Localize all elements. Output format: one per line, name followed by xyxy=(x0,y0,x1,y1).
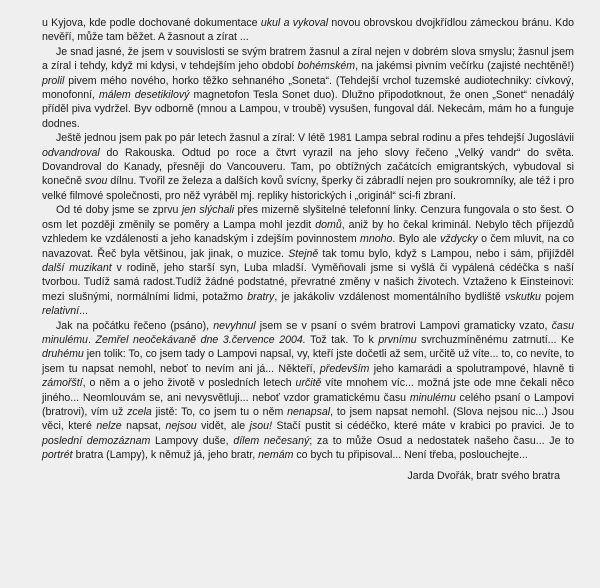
italic-text: zámořští xyxy=(42,377,83,390)
text-run: jsem se v psaní o svém bratrovi Lampovi gramaticky vzato, xyxy=(255,319,552,332)
italic-text: dílem nečesaný xyxy=(233,434,310,447)
text-run: Jak na počátku řečeno (psáno), xyxy=(56,319,214,332)
italic-text: jsou! xyxy=(249,420,273,433)
text-run: , na jakémsi pivním večírku (zajisté nechtěně!) xyxy=(355,60,575,73)
text-run: Je snad jasné, že jsem v souvislosti se svým bratrem žasnul a zíral nejen v dobrém slova smyslu; žasnul jsem a zíral i tehdy, když mi kdysi, v tehdejším jeho období xyxy=(42,45,574,73)
italic-text: především xyxy=(319,362,370,375)
italic-text: odvandroval xyxy=(42,146,100,159)
text-run: pojem xyxy=(540,290,575,303)
italic-text: domů xyxy=(315,218,342,231)
signature: Jarda Dvořák, bratr svého bratra xyxy=(407,469,560,482)
italic-text: Stejně xyxy=(288,247,319,260)
text-run: , je jakákoliv vzdálenost momentálního bydliště xyxy=(274,290,506,303)
text-run: novou obrovskou dvojkřídlou zámeckou bránu. Kdo nevěří, může tam běžet. A žasnout a zírat ... xyxy=(42,17,574,44)
text-run: svrchuzmíněnému zatrnutí... Ke xyxy=(416,333,575,346)
paragraph xyxy=(42,16,574,45)
text-run: vidět, ale xyxy=(196,420,250,433)
paragraph xyxy=(42,319,574,463)
italic-text: poslední demozáznam xyxy=(42,434,151,447)
paragraph xyxy=(42,203,574,318)
text-run: u Kyjova, kde podle dochované dokumentace xyxy=(42,17,261,29)
text-run: bratra (Lampy), k němuž já, jeho bratr, xyxy=(72,449,259,462)
text-run: jistě: To, co jsem tu o něm xyxy=(151,405,288,418)
text-run: napsat, xyxy=(121,420,166,433)
text-run: Ještě jednou jsem pak po pár letech žasnul a zíral: V létě 1981 Lampa sebral rodinu a přes tehdejší Jugoslávii xyxy=(56,132,574,145)
text-run: magnetofon Tesla Sonet duo). Dlužno připodotknout, že onen „Sonet“ nenadálý příděl piva vydržel. Byv odborně (mnou a Lampou, v troubě) vysušen, fungoval dál. Nekecám, mám ho a funguje dodnes. xyxy=(42,89,574,130)
italic-text: nejsou xyxy=(165,420,197,433)
text-run: ... xyxy=(79,305,88,318)
italic-text: málem desetikilový xyxy=(98,89,190,102)
italic-text: bohémském xyxy=(297,60,356,73)
text-run: Stačí pustit si cédéčko, které máte v krabici po pravici. Je to xyxy=(272,420,574,433)
text-run: Od té doby jsme se zprvu xyxy=(56,204,182,217)
italic-text: druhému xyxy=(42,348,84,361)
paragraph xyxy=(42,45,574,131)
text-run: celého psaní o Lampovi (bratrovi), vím už xyxy=(42,391,574,418)
italic-text: bratry xyxy=(247,290,275,303)
text-run: o čem mluvit, na co navazovat. Řeč byla většinou, jak jinak, o muzice. xyxy=(42,233,574,260)
text-run: . Bylo ale xyxy=(392,233,441,246)
text-run: Lampovy duše, xyxy=(150,434,234,447)
italic-text: nenapsal xyxy=(287,405,331,418)
italic-text: nemám xyxy=(258,449,294,462)
italic-text: nevyhnul xyxy=(213,319,256,332)
italic-text: vždycky xyxy=(440,233,478,246)
text-run: , aniž by ho čekal kriminál. Nebylo těch příjezdů vzhledem ke vzdálenosti a jeho kanadským i zdejším povinnostem xyxy=(42,218,574,246)
italic-text: minulému xyxy=(409,391,456,404)
text-run: , to jsem napsat nemohl. (Slova nejsou nic...) Jsou věci, které xyxy=(42,405,574,433)
text-run: víte mnohem víc... možná jste ode mne čekali něco jiného... Neomlouvám se, ani nevysvětluji... neboť vzdor gramatickému času xyxy=(42,377,574,404)
italic-text: ukul a vykoval xyxy=(260,17,329,29)
italic-text: času minulému xyxy=(42,319,575,346)
italic-text: prolil xyxy=(42,74,65,87)
text-run: pivem mého nového, horko těžko sehnaného „Soneta“. (Tehdejší vrchol tuzemské audiotechniky: cívkový, monofonní, xyxy=(42,74,574,102)
text-run: jeho kamarádi a spolutrampové, hlavně ti xyxy=(369,362,575,375)
text-run: co bych tu připisoval... Není třeba, poslouchejte... xyxy=(293,449,528,462)
italic-text: vskutku xyxy=(505,290,541,303)
italic-text: prvnímu xyxy=(378,333,417,346)
text-run: ; za to může Osud a nedostatek našeho času... Je to xyxy=(309,434,575,447)
italic-text: jen slýchali xyxy=(181,204,235,217)
italic-text: nelze xyxy=(96,420,122,433)
text-run: , o něm a o jeho životě v posledních letech xyxy=(82,377,296,390)
italic-text: zcela xyxy=(127,405,152,418)
text-run: do Rakouska. Odtud po roce a čtvrt vyrazil na jeho slovy řečeno „Velký vandr“ do světa. Dovandroval do Kanady, přesněji do Vancouveru. Tam, po obtížných začátcích emigrantských, vybudoval si konečně xyxy=(42,146,574,188)
text-run: Tož tak. To k xyxy=(305,333,379,346)
italic-text: určitě xyxy=(295,377,322,390)
italic-text: relativní xyxy=(42,305,80,318)
text-run: tak tomu bylo, když s Lampou, nebo i sám, přijížděl xyxy=(318,247,574,260)
text-run: přes mizerně slyšitelné telefonní linky. Cenzura fungovala o sto šest. O osm let později změnily se poměry a Lampa mohl jezdit xyxy=(42,204,574,231)
italic-text: svou xyxy=(85,175,108,188)
italic-text: další muzikant xyxy=(42,261,112,274)
italic-text: mnoho xyxy=(360,233,393,246)
text-run: v rodině, jeho starší syn, Luba mladší. Vyměňovali jsme si vyšlá či vypálená cédéčka s naší tvorbou. Tudíž samá radost.Tudíž žádné podstatné, převratné změny v našich životech. Vztaženo k Einsteinovi: mezi slušnými, normálními lidmi, potažmo xyxy=(42,261,574,303)
article-body xyxy=(42,16,574,463)
text-run: . xyxy=(87,333,96,346)
italic-text: portrét xyxy=(42,449,73,462)
text-run: jen tolik: To, co jsem tady o Lampovi napsal, vy, kteří jste dočetli až sem, určitě už víte... to, co nevíte, to jsem tu napsat nemohl, neboť to nevím ani já... Někteří, xyxy=(42,348,574,375)
italic-text: Zemřel neočekávaně dne 3.července 2004. xyxy=(95,333,306,346)
text-run: dílnu. Tvořil ze železa a dalších kovů svícny, šperky či zábradlí nejen pro soukromníky, ale též i pro velké filmové společnosti, pro něž vyráběl mj. repliky historických i „originál“ sci-fi zbraní. xyxy=(42,175,574,202)
paragraph xyxy=(42,131,574,203)
